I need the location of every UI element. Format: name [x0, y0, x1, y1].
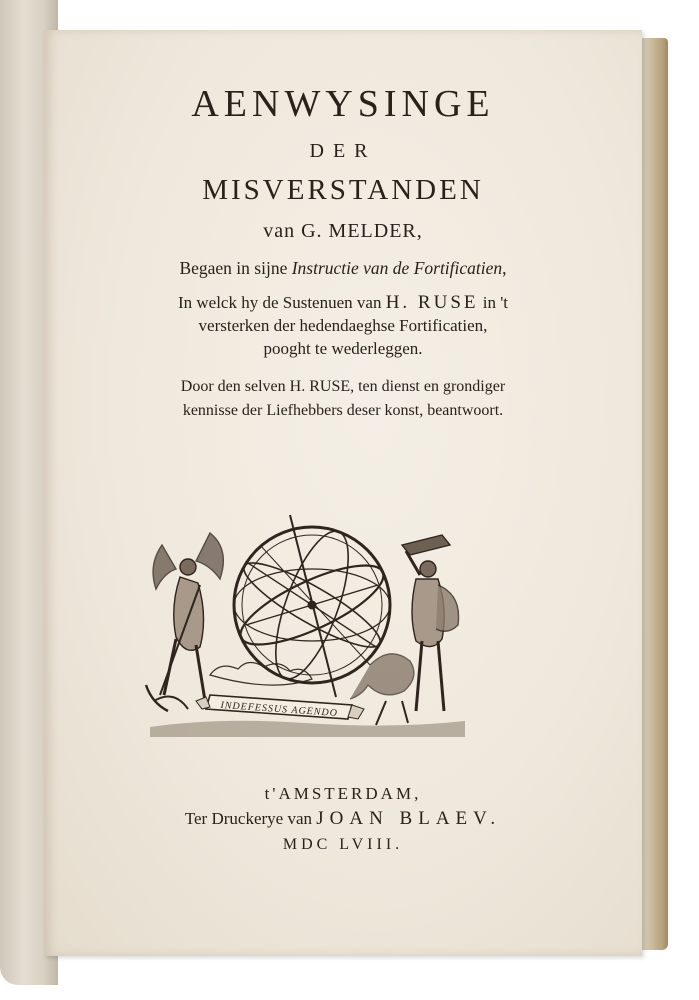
- imprint-printer-name: JOAN BLAEV.: [316, 808, 502, 829]
- imprint-printer-pre: Ter Druckerye van: [184, 809, 317, 828]
- subtitle-line-2-pre: In welck hy de Sustenuen van: [177, 293, 386, 312]
- imprint-year: MDC LVIII.: [282, 836, 404, 853]
- emblem-motto: INDEFESSUS AGENDO: [220, 699, 339, 720]
- author-line: van G. MELDER,: [263, 220, 423, 242]
- subtitle-line-4: pooght te wederleggen.: [263, 339, 423, 358]
- subtitle-line-1-italic: Instructie van de Fortificatien: [291, 258, 503, 278]
- subtitle-line-2: [44, 292, 642, 314]
- responder-line-1: Door den selven H. RUSE, ten dienst en grondiger: [180, 378, 506, 395]
- title-line-3: MISVERSTANDEN: [202, 174, 484, 206]
- subtitle-line-3: versterken der hedendaeghse Fortificatien,: [198, 316, 488, 335]
- responder-line-2: kennisse der Liefhebbers deser konst, beantwoort.: [182, 402, 504, 419]
- subtitle-line-2-name: H. RUSE: [385, 292, 479, 313]
- subtitle-line-2-post: in 't: [478, 293, 509, 312]
- title-page: [44, 30, 642, 956]
- title-line-1: AENWYSINGE: [191, 83, 495, 125]
- subtitle-line-1-pre: Begaen in sijne: [179, 258, 292, 278]
- printers-device-emblem: [140, 505, 470, 745]
- title-line-2: DER: [309, 140, 377, 162]
- subtitle-line-1-post: ,: [502, 258, 507, 278]
- subtitle-line-1: [44, 258, 642, 279]
- imprint-place: t'AMSTERDAM,: [264, 784, 422, 803]
- imprint-printer: [44, 808, 642, 830]
